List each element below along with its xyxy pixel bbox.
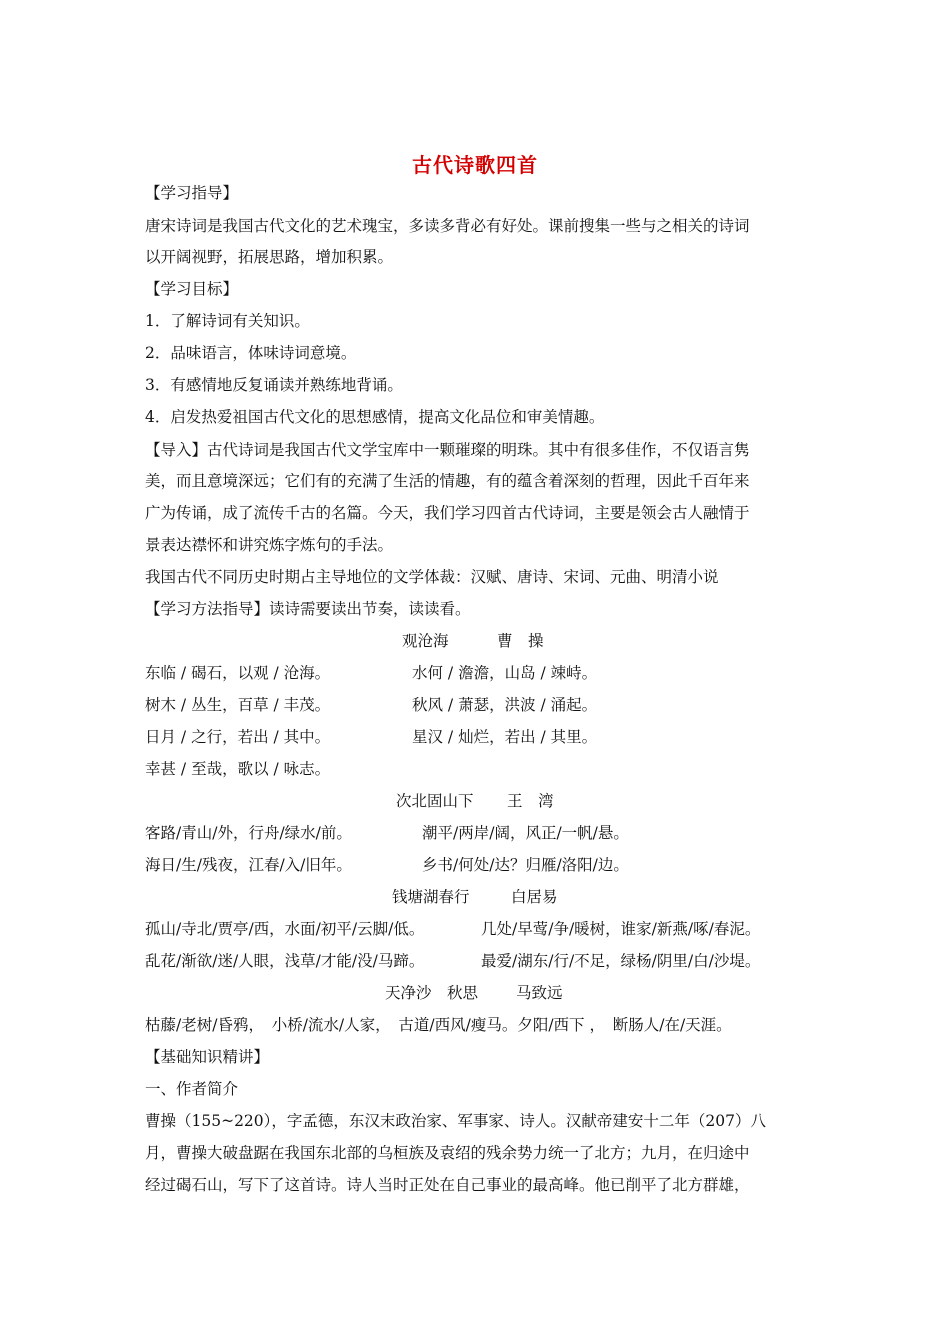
poem1-line-1b: 水何 / 澹澹，山岛 / 竦峙。	[412, 664, 598, 682]
poem1-author: 曹 操	[497, 632, 544, 650]
knowledge-line-3: 经过碣石山，写下了这首诗。诗人当时正处在自己事业的最高峰。他已削平了北方群雄，	[145, 1176, 750, 1194]
poem3-title: 钱塘湖春行	[392, 888, 470, 906]
knowledge-subheading: 一、作者简介	[145, 1080, 239, 1098]
poem1-line-2b: 秋风 / 萧瑟，洪波 / 涌起。	[412, 696, 598, 714]
intro-line-5: 我国古代不同历史时期占主导地位的文学体裁：汉赋、唐诗、宋词、元曲、明清小说	[145, 568, 719, 586]
poem3-line-2b: 最爱/湖东/行/不足，绿杨/阴里/白/沙堤。	[481, 952, 761, 970]
poem2-title: 次北固山下	[396, 792, 474, 810]
poem1-line-1a: 东临 / 碣石，以观 / 沧海。	[145, 664, 331, 682]
goals-heading: 【学习目标】	[145, 280, 239, 298]
intro-line-2: 美，而且意境深远；它们有的充满了生活的情趣，有的蕴含着深刻的哲理，因此千百年来	[145, 472, 750, 490]
knowledge-heading: 【基础知识精讲】	[145, 1048, 270, 1066]
guide-line-1: 唐宋诗词是我国古代文化的艺术瑰宝，多读多背必有好处。课前搜集一些与之相关的诗词	[145, 217, 750, 235]
poem1-line-4a: 幸甚 / 至哉，歌以 / 咏志。	[145, 760, 331, 778]
intro-line-4: 景表达襟怀和讲究炼字炼句的手法。	[145, 536, 394, 554]
method-line: 【学习方法指导】读诗需要读出节奏，读读看。	[145, 600, 471, 618]
intro-line-1: 【导入】古代诗词是我国古代文学宝库中一颗璀璨的明珠。其中有很多佳作，不仅语言隽	[145, 441, 750, 459]
poem1-line-3a: 日月 / 之行，若出 / 其中。	[145, 728, 331, 746]
poem2-line-2b: 乡书/何处/达？归雁/洛阳/边。	[422, 856, 629, 874]
poem4-line: 枯藤/老树/昏鸦， 小桥/流水/人家， 古道/西风/瘦马。夕阳/西下 ， 断肠人/在/天涯。	[145, 1016, 732, 1034]
poem3-line-1b: 几处/早莺/争/暖树，谁家/新燕/啄/春泥。	[481, 920, 761, 938]
page-title: 古代诗歌四首	[412, 153, 538, 177]
goal-item-4: 4．启发热爱祖国古代文化的思想感情，提高文化品位和审美情趣。	[145, 408, 605, 426]
knowledge-line-1: 曹操（155~220），字孟德，东汉末政治家、军事家、诗人。汉献帝建安十二年（207）八	[145, 1112, 766, 1130]
poem2-author: 王 湾	[507, 792, 554, 810]
poem3-line-1a: 孤山/寺北/贾亭/西，水面/初平/云脚/低。	[145, 920, 425, 938]
goal-item-2: 2．品味语言，体味诗词意境。	[145, 344, 357, 362]
knowledge-line-2: 月，曹操大破盘踞在我国东北部的乌桓族及袁绍的残余势力统一了北方；九月，在归途中	[145, 1144, 750, 1162]
goal-item-1: 1．了解诗词有关知识。	[145, 312, 310, 330]
poem1-title: 观沧海	[402, 632, 449, 650]
poem2-line-1b: 潮平/两岸/阔，风正/一帆/悬。	[422, 824, 629, 842]
poem1-line-3b: 星汉 / 灿烂，若出 / 其里。	[412, 728, 598, 746]
poem3-line-2a: 乱花/渐欲/迷/人眼，浅草/才能/没/马蹄。	[145, 952, 425, 970]
poem2-line-1a: 客路/青山/外，行舟/绿水/前。	[145, 824, 352, 842]
poem2-line-2a: 海日/生/残夜，江春/入/旧年。	[145, 856, 352, 874]
poem1-line-2a: 树木 / 丛生，百草 / 丰茂。	[145, 696, 331, 714]
guide-heading: 【学习指导】	[145, 184, 239, 202]
guide-line-2: 以开阔视野，拓展思路，增加积累。	[145, 248, 394, 266]
poem4-title: 天净沙 秋思	[385, 984, 479, 1002]
poem4-author: 马致远	[516, 984, 563, 1002]
goal-item-3: 3．有感情地反复诵读并熟练地背诵。	[145, 376, 403, 394]
poem3-author: 白居易	[511, 888, 558, 906]
intro-line-3: 广为传诵，成了流传千古的名篇。今天，我们学习四首古代诗词，主要是领会古人融情于	[145, 504, 750, 522]
